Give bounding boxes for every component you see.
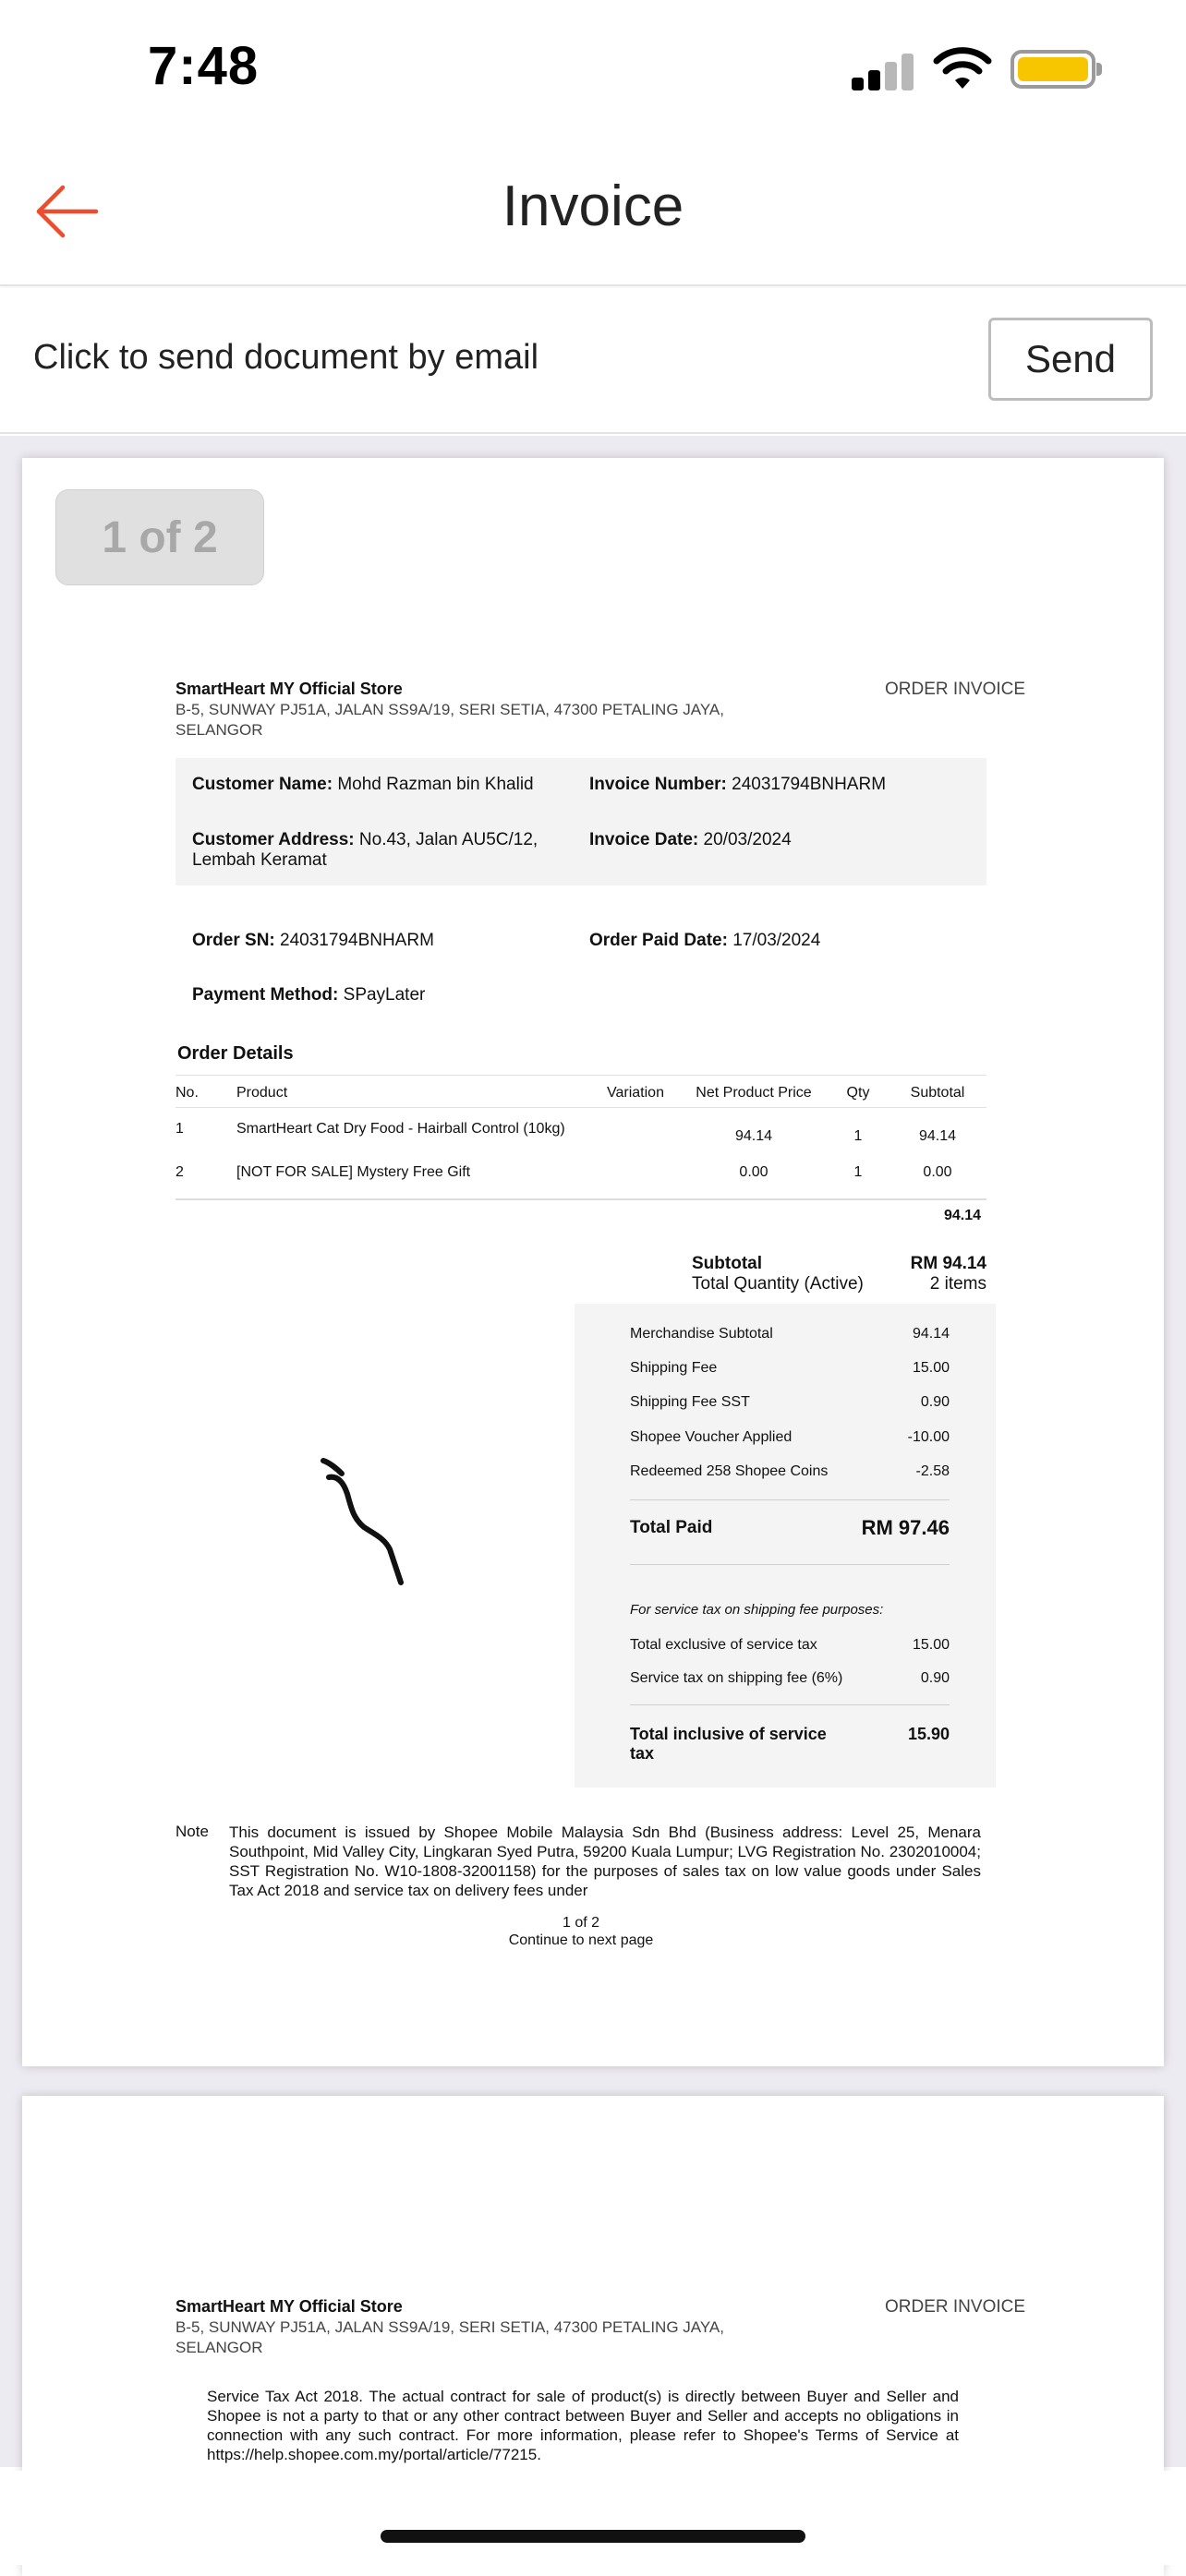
customer-address-value: No.43, Jalan AU5C/12, Lembah Keramat (192, 830, 539, 870)
total-paid-label: Total Paid (630, 1518, 713, 1537)
payment-row-label: Shopee Voucher Applied (630, 1429, 793, 1445)
store-name: SmartHeart MY Official Store (175, 680, 403, 698)
subtotal-value: RM 94.14 (910, 1254, 986, 1273)
payment-row (630, 1394, 950, 1411)
order-paid-date-label: Order Paid Date: (589, 931, 728, 950)
item-qty: 1 (853, 1128, 863, 1144)
invoice-number-value: 24031794BNHARM (732, 775, 887, 794)
customer-name-value: Mohd Razman bin Khalid (337, 775, 534, 794)
items-total: 94.14 (943, 1208, 981, 1223)
note-label: Note (175, 1823, 209, 1840)
customer-name-field (192, 775, 534, 795)
send-button[interactable]: Send (988, 318, 1153, 401)
payment-row (630, 1429, 950, 1446)
column-header: Qty (828, 1076, 889, 1108)
customer-address-field (192, 830, 580, 871)
item-product: [NOT FOR SALE] Mystery Free Gift (236, 1164, 471, 1180)
invoice-date-field (589, 830, 792, 850)
excl-tax-row (630, 1637, 950, 1654)
order-sn-field (192, 931, 434, 951)
customer-name-label: Customer Name: (192, 775, 333, 794)
service-tax-row (630, 1670, 950, 1687)
item-price: 0.00 (739, 1164, 768, 1180)
table-row (175, 1151, 986, 1187)
payment-summary-box (575, 1304, 996, 1788)
item-variation (591, 1151, 680, 1187)
column-header: Subtotal (889, 1076, 986, 1108)
item-subtotal: 94.14 (918, 1128, 957, 1144)
service-tax-value: 0.90 (920, 1670, 950, 1686)
payment-row (630, 1463, 950, 1480)
email-strip (0, 288, 1186, 434)
store-name: SmartHeart MY Official Store (175, 2297, 403, 2316)
item-variation (591, 1108, 680, 1152)
item-product: SmartHeart Cat Dry Food - Hairball Control (10kg) (236, 1121, 565, 1137)
total-paid-value: RM 97.46 (861, 1516, 950, 1539)
payment-row-label: Redeemed 258 Shopee Coins (630, 1463, 829, 1479)
item-subtotal: 0.00 (923, 1164, 952, 1180)
item-no: 1 (175, 1121, 184, 1137)
item-price: 94.14 (734, 1128, 773, 1144)
customer-address-label: Customer Address: (192, 830, 355, 849)
payment-method-field (192, 985, 425, 1005)
excl-tax-value: 15.00 (912, 1637, 950, 1653)
wifi-icon (933, 46, 992, 90)
order-details-title: Order Details (177, 1043, 294, 1064)
column-header: Product (236, 1076, 591, 1108)
payment-row-value: -2.58 (915, 1463, 950, 1479)
email-instruction: Click to send document by email (33, 338, 539, 377)
subtotal-label: Subtotal (692, 1254, 762, 1273)
table-row (175, 1108, 986, 1152)
invoice-number-label: Invoice Number: (589, 775, 727, 794)
order-paid-date-field (589, 931, 820, 951)
doc-type-label: ORDER INVOICE (885, 680, 1026, 699)
battery-icon (1011, 50, 1095, 89)
incl-tax-row (630, 1725, 950, 1763)
payment-row-label: Shipping Fee SST (630, 1394, 750, 1410)
incl-tax-value: 15.90 (907, 1725, 950, 1743)
invoice-date-label: Invoice Date: (589, 830, 699, 849)
item-qty: 1 (853, 1164, 863, 1180)
payment-row-value: 0.90 (920, 1394, 950, 1410)
item-no: 2 (175, 1164, 184, 1180)
total-qty-value: 2 items (929, 1274, 986, 1294)
payment-method-value: SPayLater (343, 985, 426, 1005)
divider (630, 1564, 950, 1565)
divider (630, 1704, 950, 1705)
column-header: No. (175, 1076, 236, 1108)
divider (175, 1198, 986, 1200)
order-paid-date-value: 17/03/2024 (732, 931, 821, 950)
divider (630, 1499, 950, 1500)
store-address: B-5, SUNWAY PJ51A, JALAN SS9A/19, SERI SETIA, 47300 PETALING JAYA, SELANGOR (175, 701, 724, 739)
order-sn-value: 24031794BNHARM (280, 931, 434, 950)
service-tax-note: For service tax on shipping fee purposes: (630, 1602, 884, 1618)
column-header: Net Product Price (680, 1076, 828, 1108)
excl-tax-label: Total exclusive of service tax (630, 1637, 817, 1653)
nav-bar (0, 138, 1186, 286)
payment-row (630, 1326, 950, 1342)
note-text: This document is issued by Shopee Mobile Malaysia Sdn Bhd (Business address: Level 25, Menara Southpoint, Mid Valley City, Lingkaran Syed Putra, 59200 Kuala Lumpur; LVG Registration No. 2302010004; SST Registration No. W10-1808-32001158) for the purposes of sales tax on low value goods under Sales Tax Act 2018 and service tax on delivery fees under (229, 1824, 981, 1899)
column-header: Variation (591, 1076, 680, 1108)
status-time: 7:48 (148, 36, 260, 96)
invoice-date-value: 20/03/2024 (703, 830, 792, 849)
handwritten-mark (316, 1455, 418, 1603)
table-header-row (175, 1076, 986, 1108)
bottom-bar (0, 2471, 1186, 2565)
total-paid-row (630, 1518, 950, 1538)
note-text-continued: Service Tax Act 2018. The actual contract for sale of product(s) is directly between Buyer and Seller and Shopee is not a party to that or any other contract between Buyer and Seller and accepts no obligations in connection with any such contract. For more information, please refer to Shopee's Terms of Service at https://help.shopee.com.my/portal/article/77215. (207, 2388, 959, 2463)
payment-method-label: Payment Method: (192, 985, 339, 1005)
page-indicator-badge: 1 of 2 (55, 489, 264, 585)
invoice-number-field (589, 775, 886, 795)
home-indicator[interactable] (381, 2530, 805, 2543)
cellular-signal-icon (852, 54, 916, 90)
payment-row-label: Merchandise Subtotal (630, 1326, 773, 1342)
incl-tax-label: Total inclusive of service tax (630, 1725, 827, 1763)
order-sn-label: Order SN: (192, 931, 275, 950)
service-tax-label: Service tax on shipping fee (6%) (630, 1670, 843, 1686)
document-viewer[interactable] (0, 436, 1186, 2467)
invoice-page-1 (22, 458, 1164, 2066)
page-title: Invoice (502, 175, 684, 238)
store-address: B-5, SUNWAY PJ51A, JALAN SS9A/19, SERI SETIA, 47300 PETALING JAYA, SELANGOR (175, 2318, 724, 2356)
doc-type-label: ORDER INVOICE (885, 2297, 1026, 2317)
payment-row-value: -10.00 (907, 1429, 950, 1445)
status-bar (0, 0, 1186, 138)
page-number: 1 of 2 (562, 1915, 600, 1931)
payment-row-value: 15.00 (912, 1360, 950, 1376)
order-items-table (175, 1075, 986, 1187)
continue-text: Continue to next page (508, 1932, 654, 1948)
payment-row (630, 1360, 950, 1377)
total-qty-label: Total Quantity (Active) (692, 1274, 864, 1294)
payment-row-label: Shipping Fee (630, 1360, 718, 1376)
payment-row-value: 94.14 (912, 1326, 950, 1342)
